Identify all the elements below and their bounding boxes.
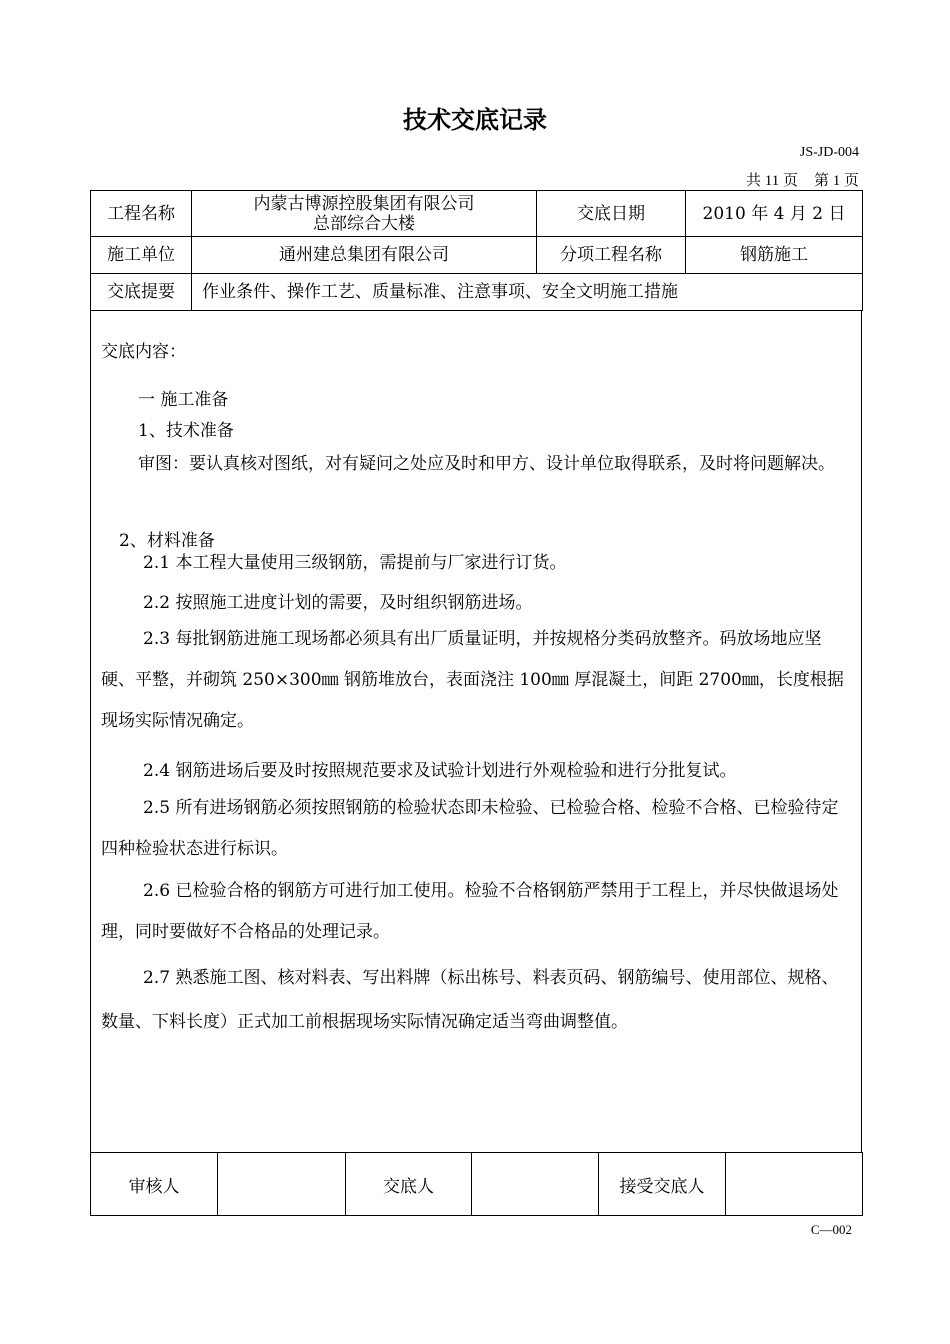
header-row-summary (91, 274, 863, 311)
summary-value: 作业条件、操作工艺、质量标准、注意事项、安全文明施工措施 (192, 274, 863, 311)
receiver-label: 接受交底人 (599, 1153, 726, 1216)
project-name-line1: 内蒙古博源控股集团有限公司 (253, 193, 475, 214)
paragraph-2-3: 2.3 每批钢筋进施工现场都必须具有出厂质量证明，并按规格分类码放整齐。码放场地应坚硬、平整，并砌筑 250×300㎜ 钢筋堆放台，表面浇注 100㎜ 厚混凝土，间距 2700㎜，长度根据现场实际情况确定。 (101, 629, 844, 731)
header-row-project (91, 191, 863, 237)
content-area (90, 310, 862, 1152)
subitem-value: 钢筋施工 (686, 237, 863, 274)
paragraph-2-4: 2.4 钢筋进场后要及时按照规范要求及试验计划进行外观检验和进行分批复试。 (143, 761, 737, 781)
reviewer-signature[interactable] (218, 1153, 346, 1216)
project-name-label: 工程名称 (91, 191, 192, 237)
date-label: 交底日期 (537, 191, 686, 237)
paragraph-2-2: 2.2 按照施工进度计划的需要，及时组织钢筋进场。 (143, 593, 533, 613)
discloser-signature[interactable] (472, 1153, 599, 1216)
current-page: 第 1 页 (813, 173, 859, 189)
paragraph-2-6: 2.6 已检验合格的钢筋方可进行加工使用。检验不合格钢筋严禁用于工程上，并尽快做退场处理，同时要做好不合格品的处理记录。 (101, 881, 839, 942)
contractor-value: 通州建总集团有限公司 (192, 237, 537, 274)
document-number: JS-JD-004 (799, 145, 859, 160)
reviewer-label: 审核人 (91, 1153, 218, 1216)
summary-label: 交底提要 (91, 274, 192, 311)
subsection-material-prep: 2、材料准备 (119, 531, 215, 551)
paragraph-2-5: 2.5 所有进场钢筋必须按照钢筋的检验状态即未检验、已检验合格、检验不合格、已检验待定四种检验状态进行标识。 (101, 798, 839, 859)
page-title: 技术交底记录 (403, 106, 547, 134)
form-code: C—002 (810, 1222, 852, 1237)
total-pages: 共 11 页 (746, 173, 798, 189)
signature-row (91, 1153, 863, 1216)
subitem-label: 分项工程名称 (537, 237, 686, 274)
receiver-signature[interactable] (726, 1153, 863, 1216)
signature-table (90, 1152, 863, 1216)
page-info (746, 169, 859, 190)
date-value: 2010 年 4 月 2 日 (686, 191, 863, 237)
header-row-contractor (91, 237, 863, 274)
paragraph-2-1: 2.1 本工程大量使用三级钢筋，需提前与厂家进行订货。 (143, 553, 567, 573)
project-name-value (192, 191, 537, 237)
subsection-technical-prep: 1、技术准备 (138, 421, 234, 441)
content-heading: 交底内容： (101, 342, 186, 362)
contractor-label: 施工单位 (91, 237, 192, 274)
header-table (90, 190, 863, 311)
paragraph-review: 审图：要认真核对图纸，对有疑问之处应及时和甲方、设计单位取得联系，及时将问题解决。 (138, 454, 835, 474)
paragraph-2-7: 2.7 熟悉施工图、核对料表、写出料牌（标出栋号、料表页码、钢筋编号、使用部位、规格、数量、下料长度）正式加工前根据现场实际情况确定适当弯曲调整值。 (101, 968, 839, 1032)
project-name-line2: 总部综合大楼 (313, 213, 415, 234)
section-construction-prep: 一 施工准备 (138, 390, 229, 410)
discloser-label: 交底人 (346, 1153, 472, 1216)
